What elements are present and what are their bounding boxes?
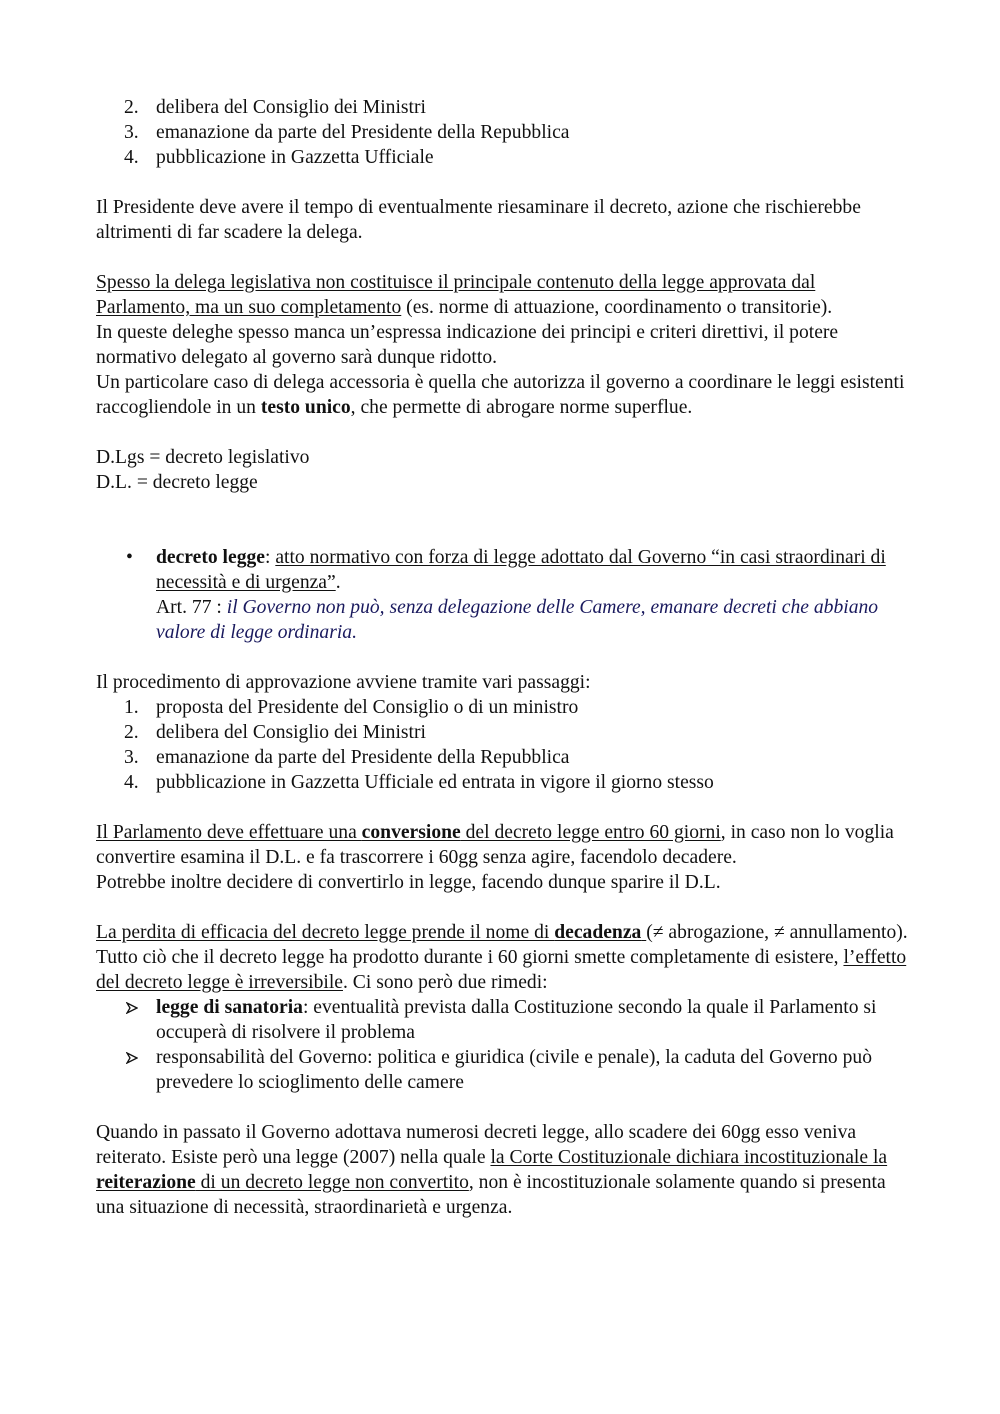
bold-term: testo unico (260, 397, 351, 418)
underlined-text: Spesso la delega legislativa non costituisce il principale contenuto della legge approvata dal Parlamento, ma un suo completamento (96, 272, 816, 318)
arrow-bullet-icon (126, 1052, 138, 1064)
underlined-text: la Corte Costituzionale dichiara incostituzionale la reiterazione di un decreto legge non convertito (96, 1147, 888, 1193)
bullet-list-decreto-legge (96, 545, 908, 645)
bold-term: decreto legge (156, 547, 265, 568)
list-item: 4. pubblicazione in Gazzetta Ufficiale (124, 147, 434, 168)
paragraph-conversione: Il Parlamento deve effettuare una conversione del decreto legge entro 60 giorni, in caso non lo voglia convertire esamina il D.L. e fa trascorrere i 60gg senza agire, facendolo decadere. (96, 822, 894, 868)
bold-term: conversione (361, 822, 461, 843)
procedure-list-delegated (96, 95, 908, 170)
underlined-text: Il Parlamento deve effettuare una conversione del decreto legge entro 60 giorni (96, 822, 721, 843)
document-page (96, 95, 908, 1220)
paragraph-deleghe: In queste deleghe spesso manca un’espressa indicazione dei principi e criteri direttivi, il potere normativo delegato al governo sarà dunque ridotto. (96, 322, 839, 368)
paragraph-reiterazione: Quando in passato il Governo adottava numerosi decreti legge, allo scadere dei 60gg esso veniva reiterato. Esiste però una legge (2007) nella quale la Corte Costituzionale dichiara incostituzionale la reiterazione di un decreto legge non convertito, non è incostituzionale solamente quando si presenta una situazione di necessità, straordinarietà e urgenza. (96, 1122, 888, 1218)
bold-term: legge di sanatoria (156, 997, 303, 1018)
paragraph-delega: Spesso la delega legislativa non costituisce il principale contenuto della legge approvata dal Parlamento, ma un suo completamento (es. norme di attuazione, coordinamento o transitorie). (96, 272, 833, 318)
list-item: responsabilità del Governo: politica e giuridica (civile e penale), la caduta del Governo può prevedere lo scioglimento delle camere (96, 1045, 908, 1095)
article-quote: il Governo non può, senza delegazione delle Camere, emanare decreti che abbiano valore di legge ordinaria. (156, 597, 879, 643)
list-item: 2. delibera del Consiglio dei Ministri (124, 722, 426, 743)
list-item: • decreto legge: atto normativo con forza di legge adottato dal Governo “in casi straordinari di necessità e di urgenza”. Art. 77 : il Governo non può, senza delegazione delle Camere, emanare decreti che abbiano valore di legge ordinaria. (126, 547, 886, 643)
bold-term: reiterazione (96, 1172, 196, 1193)
list-item: 1. proposta del Presidente del Consiglio o di un ministro (124, 697, 579, 718)
abbreviation-dlgs: D.Lgs = decreto legislativo (96, 447, 310, 468)
paragraph-decadenza: La perdita di efficacia del decreto legge prende il nome di decadenza (≠ abrogazione, ≠ annullamento). (96, 922, 908, 943)
paragraph-procedimento: Il procedimento di approvazione avviene tramite vari passaggi: (96, 672, 591, 693)
underlined-text: l’effetto del decreto legge è irreversibile (96, 947, 907, 993)
list-item: 4. pubblicazione in Gazzetta Ufficiale ed entrata in vigore il giorno stesso (124, 772, 714, 793)
list-item: 3. emanazione da parte del Presidente della Repubblica (124, 122, 570, 143)
list-item: legge di sanatoria: eventualità prevista dalla Costituzione secondo la quale il Parlamento si occuperà di risolvere il problema (96, 995, 908, 1045)
arrow-bullet-icon (126, 1002, 138, 1014)
paragraph-potrebbe: Potrebbe inoltre decidere di convertirlo in legge, facendo dunque sparire il D.L. (96, 872, 721, 893)
paragraph-president: Il Presidente deve avere il tempo di eventualmente riesaminare il decreto, azione che rischierebbe altrimenti di far scadere la delega. (96, 197, 861, 243)
paragraph-tutto: Tutto ciò che il decreto legge ha prodotto durante i 60 giorni smette completamente di esistere, l’effetto del decreto legge è irreversibile. Ci sono però due rimedi: (96, 947, 907, 993)
list-item: 3. emanazione da parte del Presidente della Repubblica (124, 747, 570, 768)
remedies-list (96, 995, 908, 1095)
article-label: Art. 77 : (156, 597, 227, 618)
procedure-list-decreto-legge (96, 695, 908, 795)
paragraph-testo-unico: Un particolare caso di delega accessoria è quella che autorizza il governo a coordinare le leggi esistenti raccogliendole in un testo unico, che permette di abrogare norme superflue. (96, 372, 905, 418)
abbreviation-dl: D.L. = decreto legge (96, 472, 258, 493)
underlined-text: La perdita di efficacia del decreto legge prende il nome di decadenza (96, 922, 642, 943)
underlined-text: atto normativo con forza di legge adottato dal Governo “in casi straordinari di necessità e di urgenza” (156, 547, 886, 593)
bullet-marker: • (126, 547, 133, 568)
list-item: 2. delibera del Consiglio dei Ministri (124, 97, 426, 118)
bold-term: decadenza (554, 922, 642, 943)
